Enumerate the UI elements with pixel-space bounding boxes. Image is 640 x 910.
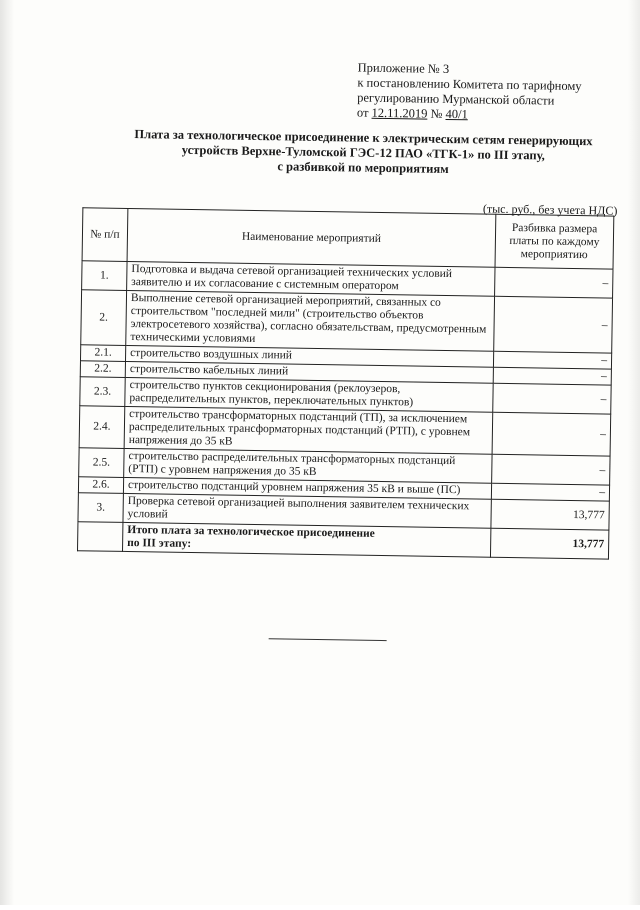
row-name: Подготовка и выдача сетевой организацией технических условий заявителю и их согласование с системным оператором	[127, 261, 495, 296]
date-prefix: от	[356, 105, 372, 120]
row-name: строительство пунктов секционирования (реклоузеров, распределительных пунктов, переключательных пунктов)	[125, 377, 493, 412]
row-num: 2.6.	[78, 477, 123, 494]
row-value: 13,777	[491, 499, 609, 530]
header-value: Разбивка размера платы по каждому мероприятию	[495, 214, 614, 269]
row-name: строительство кабельных линий	[125, 361, 493, 383]
row-value: –	[492, 412, 611, 456]
table-header-row	[82, 208, 614, 269]
total-label-line-1: Итого плата за технологическое присоединение	[127, 523, 375, 540]
signature-divider	[269, 638, 387, 641]
row-num: 2.2.	[80, 361, 125, 378]
appendix-line-2: к постановлению Комитета по тарифному	[357, 75, 582, 94]
total-label-line-2: по III этапу:	[127, 536, 192, 550]
title-line-1: Плата за технологическое присоединение к электрическим сетям генерирующих	[134, 127, 593, 149]
table-row	[81, 290, 613, 353]
header-name: Наименование мероприятий	[127, 208, 496, 267]
number-sign: №	[427, 106, 446, 121]
row-num: 2.1.	[80, 345, 125, 362]
document-title	[113, 127, 614, 180]
title-line-2: устройств Верхне-Туломской ГЭС-12 ПАО «ТГК-1» по III этапу,	[181, 142, 545, 163]
row-value: –	[493, 383, 611, 414]
row-value: –	[493, 351, 611, 369]
total-num-cell	[78, 522, 123, 552]
decree-number: 40/1	[445, 106, 468, 122]
row-num: 3.	[78, 493, 123, 523]
decree-date: 12.11.2019	[371, 105, 428, 121]
row-name: строительство воздушных линий	[125, 345, 493, 367]
total-value: 13,777	[490, 528, 608, 559]
appendix-date-line	[357, 106, 617, 125]
row-num: 2.	[81, 290, 127, 346]
row-value: –	[495, 267, 613, 298]
row-name: Выполнение сетевой организацией мероприятий, связанных со строительством "последней мили" (строительство объектов электросетевого хозяйства), согласно обязательствам, предусмотренным техническими условиями	[126, 290, 495, 351]
fees-table	[77, 207, 614, 559]
row-value: –	[494, 296, 613, 353]
appendix-header	[357, 61, 618, 125]
row-name: строительство распределительных трансформаторных подстанций (РТП) с уровнем напряжения до 35 кВ	[124, 448, 492, 483]
row-value: –	[492, 454, 610, 485]
units-note: (тыс. руб., без учета НДС)	[482, 201, 618, 218]
appendix-line-3: регулированию Мурманской области	[357, 90, 555, 108]
row-num: 2.5.	[79, 448, 124, 478]
row-name: строительство трансформаторных подстанций (ТП), за исключением распределительных трансформаторных подстанций (РТП), с уровнем напряжения до 35 кВ	[124, 406, 493, 454]
row-name: Проверка сетевой организацией выполнения заявителем технических условий	[123, 493, 491, 528]
row-num: 2.4.	[79, 406, 125, 449]
title-line-3: с разбивкой по мероприятиям	[277, 159, 449, 176]
row-name: строительство подстанций уровнем напряжения 35 кВ и выше (ПС)	[123, 477, 491, 499]
appendix-line-1: Приложение № 3	[357, 60, 450, 76]
row-num: 1.	[82, 261, 127, 291]
header-num: № п/п	[82, 208, 128, 262]
row-value: –	[493, 367, 611, 385]
row-num: 2.3.	[80, 377, 125, 407]
row-value: –	[491, 483, 609, 501]
total-label	[123, 522, 491, 557]
